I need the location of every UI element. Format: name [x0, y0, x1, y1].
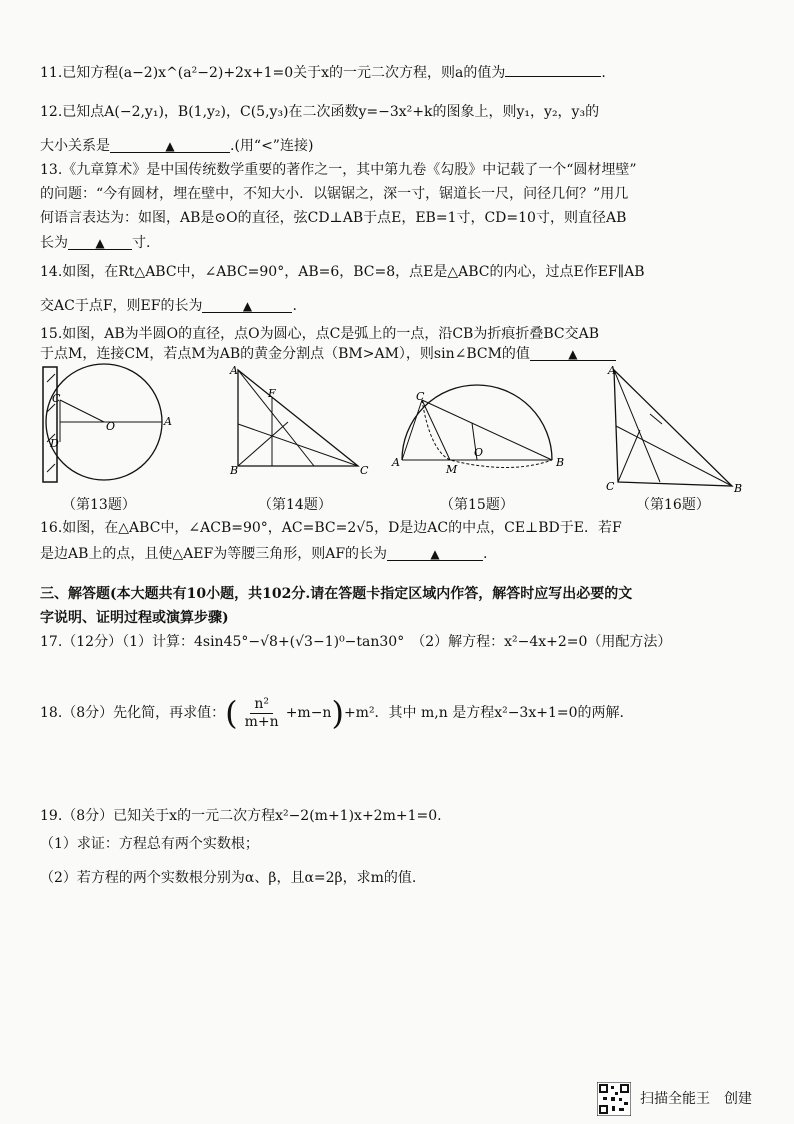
q15-line1: 15.如图，AB为半圆O的直径，点O为圆心，点C是弧上的一点，沿CB为折痕折叠BC交AB: [40, 326, 599, 342]
q18-mid: +m−n: [285, 704, 332, 721]
label-b: B: [734, 482, 743, 494]
segment-ce: [618, 430, 640, 482]
q12-post: .(用“<”连接): [230, 138, 314, 154]
q15-line2: [40, 346, 616, 363]
q17: 17.（12分）（1）计算：4sin45°−√8+(√3−1)⁰−tan30° （2）解方程：x²−4x+2=0（用配方法）: [40, 634, 672, 650]
bisector-b: [238, 422, 288, 466]
caption-15: （第15题）: [440, 497, 514, 513]
q14-line1: 14.如图，在Rt△ABC中，∠ABC=90°，AB=6，BC=8，点E是△ABC的内心，过点E作EF∥AB: [40, 264, 645, 280]
segment-ca: [402, 400, 422, 460]
q14-line2: [40, 298, 297, 315]
figure-15: [390, 380, 575, 475]
fraction-denominator: m+n: [244, 713, 279, 730]
q13-line2: 的问题：“今有圆材，埋在壁中，不知大小．以锯锯之，深一寸，锯道长一尺，问径几何？”用几: [40, 186, 629, 202]
label-c: C: [360, 464, 369, 476]
triangle-abc: [238, 370, 358, 466]
blank-triangle-icon: ▲: [165, 139, 175, 153]
answer-blank: [387, 546, 483, 561]
radius-oc: [60, 400, 104, 422]
figure-14: [228, 364, 376, 476]
label-a: A: [164, 415, 172, 428]
blank-triangle-icon: ▲: [95, 236, 105, 250]
qr-code-icon: [597, 1082, 631, 1116]
label-b: B: [230, 464, 239, 476]
figure-13: [38, 362, 178, 492]
wall-hatch: [47, 464, 55, 472]
label-b: B: [556, 456, 565, 469]
label-a: A: [230, 364, 238, 377]
segment-bd: [616, 426, 732, 486]
q13-post: 寸.: [132, 235, 151, 251]
label-m: M: [446, 463, 458, 475]
q11: [40, 62, 606, 82]
label-c: C: [606, 480, 615, 493]
answer-blank: [202, 298, 292, 313]
section3-line1: 三、解答题(本大题共有10小题，共102分.请在答题卡指定区域内作答，解答时应写出必要的文: [40, 586, 633, 602]
q16-post: .: [483, 546, 488, 562]
q18-post: +m²．其中 m,n 是方程x²−3x+1=0的两解.: [343, 704, 624, 721]
label-c: C: [52, 392, 61, 405]
q13-line4: [40, 235, 150, 252]
q16-line1: 16.如图，在△ABC中，∠ACB=90°，AC=BC=2√5，D是边AC的中点，CE⊥BD于E．若F: [40, 520, 622, 536]
label-f: F: [268, 387, 276, 400]
q19-line3: （2）若方程的两个实数根分别为α、β，且α=2β，求m的值.: [40, 870, 417, 886]
bisector-c: [238, 424, 358, 466]
segment-internal: [614, 370, 660, 482]
label-c: C: [416, 390, 425, 403]
q15-text: 于点M，连接CM，若点M为AB的黄金分割点（BM>AM），则sin∠BCM的值: [40, 346, 530, 362]
blank-triangle-icon: ▲: [430, 547, 440, 561]
label-o: O: [106, 420, 116, 433]
triangle-abc: [614, 370, 732, 486]
q16-line2: [40, 546, 488, 563]
q13-line1: 13.《九章算术》是中国传统数学重要的著作之一，其中第九卷《勾股》中记载了一个“圆材埋壁”: [40, 162, 637, 178]
blank-triangle-icon: ▲: [568, 347, 578, 361]
caption-16: （第16题）: [636, 497, 710, 513]
wall-hatch: [47, 374, 55, 382]
fraction: [241, 696, 283, 731]
section3-line2: 字说明、证明过程或演算步骤): [40, 610, 229, 626]
blank-triangle-icon: ▲: [242, 299, 253, 313]
q18-pre: 18.（8分）先化简，再求值：: [40, 704, 226, 721]
q12-line1: 12.已知点A(−2,y₁)，B(1,y₂)，C(5,y₃)在二次函数y=−3x²+k的图象上，则y₁，y₂，y₃的: [40, 104, 600, 120]
bisector-a: [238, 370, 314, 466]
q14-post: .: [292, 298, 297, 314]
q19-line1: 19.（8分）已知关于x的一元二次方程x²−2(m+1)x+2m+1=0.: [40, 808, 442, 824]
paren-close: ): [331, 694, 344, 733]
fraction-numerator: n²: [250, 696, 273, 714]
q12-line2: [40, 138, 313, 155]
answer-blank: [530, 346, 616, 361]
label-a: A: [608, 364, 616, 377]
segment-cm: [422, 400, 450, 460]
label-o: O: [474, 446, 484, 459]
caption-13: （第13题）: [62, 497, 136, 513]
paren-open: (: [225, 694, 238, 733]
answer-blank: [68, 235, 132, 250]
q13-pre: 长为: [40, 235, 68, 251]
q16-pre: 是边AB上的点，且使△AEF为等腰三角形，则AF的长为: [40, 546, 388, 562]
q12-pre: 大小关系是: [40, 138, 110, 154]
q11-end: .: [601, 65, 606, 81]
label-a: A: [392, 456, 400, 469]
caption-14: （第14题）: [258, 497, 332, 513]
footer-watermark: 扫描全能王 创建: [640, 1091, 752, 1107]
label-d: D: [50, 437, 59, 450]
q13-line3: 何语言表达为：如图，AB是⊙O的直径，弦CD⊥AB于点E，EB=1寸，CD=10寸，则直径AB: [40, 210, 627, 226]
answer-blank: [505, 62, 601, 77]
figure-16: [600, 364, 750, 494]
q11-text: 11.已知方程(a−2)x^(a²−2)+2x+1=0关于x的一元二次方程，则a的值为: [40, 65, 506, 81]
answer-blank: [110, 138, 230, 153]
q18: [40, 696, 624, 731]
q19-line2: （1）求证：方程总有两个实数根；: [40, 836, 259, 852]
q14-pre: 交AC于点F，则EF的长为: [40, 298, 203, 314]
